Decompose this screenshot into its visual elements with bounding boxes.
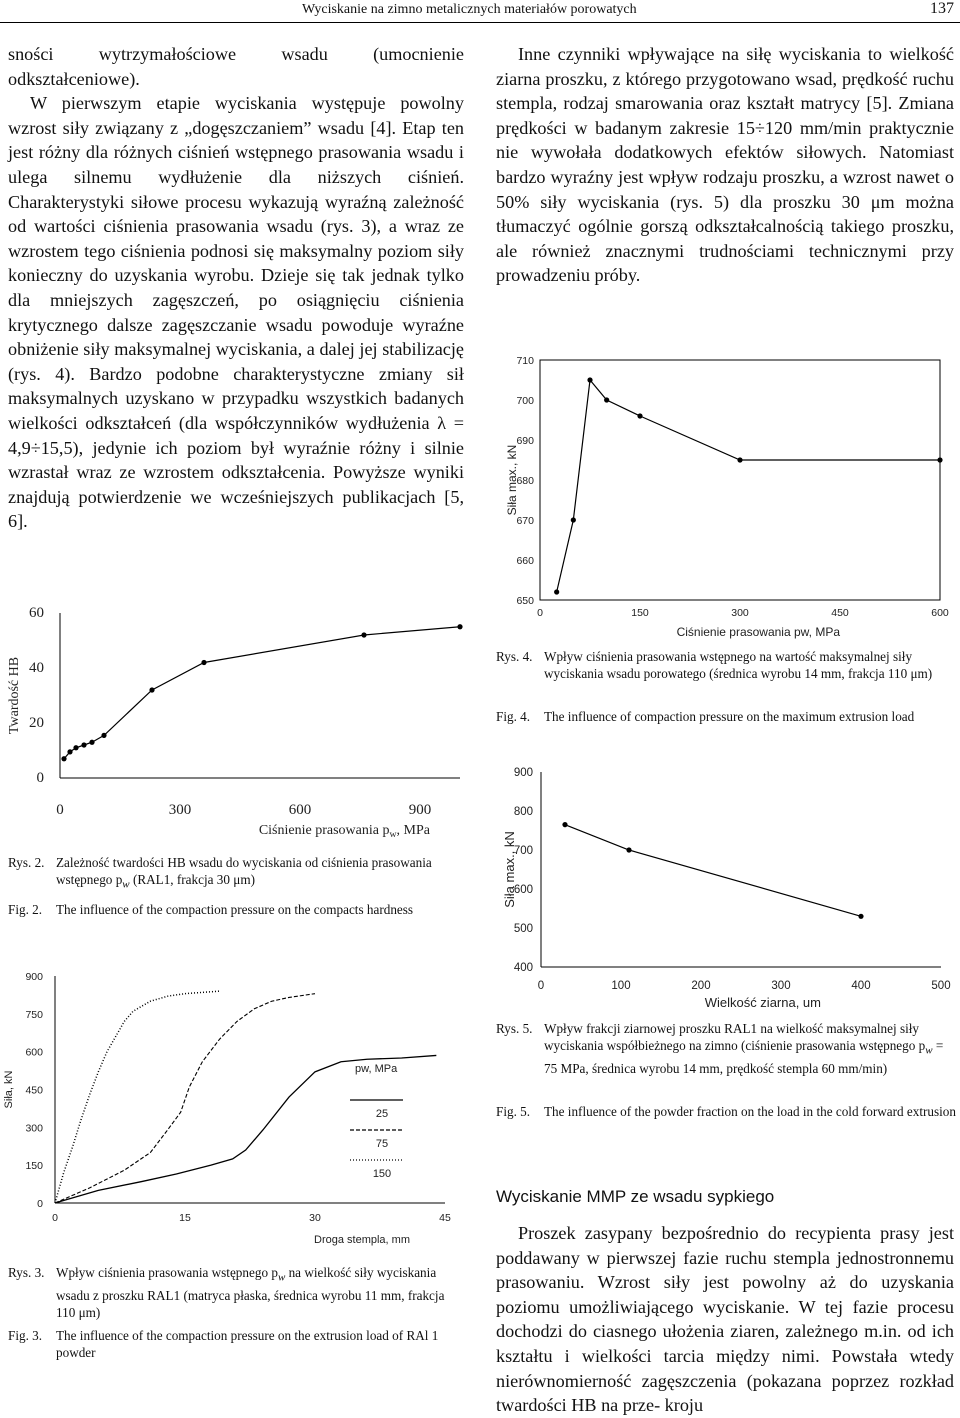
data-point (626, 847, 631, 852)
y-axis-label: Twardość HB (7, 656, 22, 735)
y-tick-label: 150 (25, 1160, 43, 1173)
x-tick-label: 900 (408, 802, 432, 818)
data-point (73, 745, 78, 750)
y-tick-label: 300 (25, 1122, 43, 1135)
x-tick-label: 200 (691, 980, 711, 992)
paragraph-continuation: sności wytrzymałościowe wsadu (umocnienie odkształceniowe). (8, 44, 464, 89)
y-tick-label: 500 (513, 923, 533, 935)
x-tick-label: 500 (931, 980, 951, 992)
x-axis-label: Wielkość ziarna, um (704, 995, 821, 1010)
x-axis-label: Ciśnienie prasowania $p_w$, MPa (258, 823, 430, 840)
figure-4-caption: Rys. 4. Wpływ ciśnienia prasowania wstępnego na wartość maksymalnej siły wyciskania wsadu porowatego (średnica wyrobu 14 mm, frakcja 110 μm) (496, 649, 933, 681)
figure-4-chart (496, 345, 956, 645)
series-line (64, 627, 460, 759)
x-tick-label: 300 (771, 980, 791, 992)
x-tick-label: 45 (439, 1212, 451, 1224)
figure-5-caption: Rys. 5. Wpływ frakcji ziarnowej proszku RAL1 na wielkość maksymalnej siły wyciskania współbieżnego na zimno (ciśnienie prasowania wstępnego $p_w = 75$ MPa, średnica wyrobu 14 mm, prędkość stempla 60 mm/min) (496, 1021, 944, 1076)
y-tick-label: 600 (25, 1046, 43, 1059)
right-column-text-2 (496, 1221, 954, 1418)
data-point (201, 660, 206, 665)
data-point (89, 740, 94, 745)
x-tick-label: 300 (168, 802, 192, 818)
figure-5-chart (496, 760, 956, 1015)
x-axis-label-sub: w (389, 829, 397, 840)
data-point (149, 687, 154, 692)
data-point (457, 624, 462, 629)
figure-3-caption: Rys. 3. Wpływ ciśnienia prasowania wstępnego $p_w$ na wielkość siły wyciskania wsadu z proszku RAL1 (matryca płaska, średnica wyrobu 11 mm, frakcja 110 μm) (8, 1265, 445, 1320)
legend-title: pw, MPa (355, 1063, 398, 1075)
x-axis-label: Ciśnienie prasowania pw, MPa (676, 625, 840, 639)
right-column-text (496, 42, 954, 288)
running-header (0, 0, 960, 23)
figure-2-caption: Rys. 2. Zależność twardości HB wsadu do wyciskania od ciśnienia prasowania wstępnego $p_w$ (RAL1, frakcja 30 μm) (8, 855, 432, 891)
x-axis-label-unit: , MPa (396, 823, 430, 838)
x-tick-label: 450 (831, 607, 849, 619)
data-point (67, 749, 72, 754)
x-tick-label: 0 (56, 802, 64, 818)
y-tick-label: 650 (516, 595, 534, 607)
y-tick-label: 680 (516, 475, 534, 487)
y-tick-label: 660 (516, 555, 534, 567)
paragraph: Proszek zasypany bezpośrednio do recypienta prasy jest poddawany w pierwszej fazie ruchu stempla jednostronnemu prasowaniu. Wzrost siły jest powolny aż do uzyskania poziomu umożliwiającego wyciskanie. W tej fazie procesu dochodzi do ciasnego ułożenia ziaren, zależnego m.in. od ich kształtu i wielkości tarcia między nimi. Powstała wtedy nierównomierność zagęszczenia (pokazana poprzez rozkład twardości HB na prze- kroju (496, 1223, 954, 1416)
data-point (562, 822, 567, 827)
figure-3-chart (0, 962, 470, 1252)
figure-4-caption-en: Fig. 4. The influence of compaction pressure on the maximum extrusion load (496, 709, 915, 724)
left-column-text (8, 42, 464, 534)
section-heading: Wyciskanie MMP ze wsadu sypkiego (496, 1187, 775, 1206)
x-tick-label: 15 (179, 1212, 191, 1224)
paragraph: Inne czynniki wpływające na siłę wyciskania to wielkość ziarna proszku, z którego przygotowano wsad, prędkość ruchu stempla, rodzaj smarowania oraz kształt matrycy [5]. Zmiana prędkości w badanym zakresie 15÷120 mm/min praktycznie nie wywołała dodatkowych efektów siłowych. Natomiast bardzo wyraźny jest wpływ rodzaju proszku, a wzrost nawet o 50% siły wyciskania (rys. 5) dla proszku 30 μm można tłumaczyć ogólnie gorszą odkształcalnością takiego proszku, ale również znacznymi trudnościami technicznymi przy prowadzeniu próby. (496, 44, 954, 286)
x-tick-label: 30 (309, 1212, 321, 1224)
y-tick-label: 0 (37, 1198, 43, 1210)
series-line (565, 825, 861, 917)
x-axis-label: Droga stempla, mm (314, 1234, 410, 1246)
data-point (361, 632, 366, 637)
y-tick-label: 800 (513, 806, 533, 818)
figure-5-caption-en: Fig. 5. The influence of the powder fraction on the load in the cold forward extrusion (496, 1104, 956, 1119)
figure-3-caption-en: Fig. 3. The influence of the compaction pressure on the extrusion load of RAl 1 powder (8, 1328, 439, 1360)
y-tick-label: 400 (513, 962, 533, 974)
data-point (571, 517, 576, 522)
series-line (55, 991, 220, 1203)
data-point (737, 457, 742, 462)
x-tick-label: 400 (851, 980, 871, 992)
x-tick-label: 600 (931, 607, 949, 619)
y-tick-label: 20 (29, 715, 44, 731)
y-axis-label: Siła max., kN (502, 831, 517, 908)
data-point (858, 914, 863, 919)
x-tick-label: 150 (631, 607, 649, 619)
data-point (937, 457, 942, 462)
y-tick-label: 40 (29, 660, 44, 676)
y-axis-label: Siła, kN (3, 1070, 15, 1109)
y-tick-label: 700 (513, 845, 533, 857)
data-point (61, 756, 66, 761)
x-tick-label: 0 (537, 980, 545, 992)
series-line (55, 1055, 436, 1203)
y-tick-label: 600 (513, 884, 533, 896)
data-point (81, 742, 86, 747)
y-tick-label: 700 (516, 395, 534, 407)
x-tick-label: 0 (537, 607, 543, 619)
x-tick-label: 100 (611, 980, 631, 992)
y-tick-label: 750 (25, 1008, 43, 1021)
figure-2-chart (0, 598, 470, 848)
y-tick-label: 900 (25, 971, 43, 983)
data-point (101, 733, 106, 738)
data-point (604, 397, 609, 402)
y-tick-label: 690 (516, 435, 534, 447)
y-tick-label: 0 (36, 770, 44, 786)
x-tick-label: 300 (731, 607, 749, 619)
legend-label: 150 (372, 1168, 392, 1180)
data-point (587, 377, 592, 382)
legend-label: 25 (375, 1108, 389, 1120)
series-line (557, 380, 940, 592)
page-number: 137 (930, 0, 954, 17)
running-title: Wyciskanie na zimno metalicznych materiałów porowatych (302, 2, 637, 17)
paragraph: W pierwszym etapie wyciskania występuje powolny wzrost siły związany z „dogęszczaniem” wsadu [4]. Etap ten jest różny dla różnych ciśnień wstępnego prasowania wsadu i ulega silnemu wydłużenie dla niższych ciśnień. Charakterystyki siłowe procesu wykazują wyraźną zależność od wartości ciśnienia prasowania wsadu (rys. 3), a wraz ze wzrostem tego ciśnienia podnosi się maksymalny poziom siły konieczny do uzyskania wyrobu. Dzieje się tak jednak tylko dla mniejszych zagęszczeń, po osiągnięciu ciśnienia krytycznego dalsze zagęszczanie wsadu powoduje wyraźne obniżenie siły maksymalnej wyciskania, a dalej jej stabilizację (rys. 4). Bardzo podobne charakterystyczne zmiany sił maksymalnych uzyskano w przypadku wszystkich badanych wielkości odkształceń (dla współczynników wydłużenia λ = 4,9÷15,5), jedynie ich poziom był wyraźnie różny i silnie wzrastał wraz ze wzrostem odkształcenia. Powyższe wyniki znajdują potwierdzenie we wcześniejszych publikacjach [5, 6]. (8, 93, 464, 532)
x-tick-label: 0 (52, 1212, 58, 1224)
data-point (637, 413, 642, 418)
data-point (554, 589, 559, 594)
y-tick-label: 670 (516, 515, 534, 527)
x-tick-label: 600 (288, 802, 312, 818)
figure-2-caption-en: Fig. 2. The influence of the compaction pressure on the compacts hardness (8, 902, 414, 917)
y-tick-label: 710 (516, 355, 534, 367)
y-axis-label: Siła max., kN (505, 444, 519, 516)
plot-frame (540, 360, 940, 600)
y-tick-label: 900 (513, 767, 533, 779)
y-tick-label: 450 (25, 1084, 43, 1097)
y-tick-label: 60 (29, 605, 44, 621)
legend-label: 75 (375, 1138, 389, 1150)
